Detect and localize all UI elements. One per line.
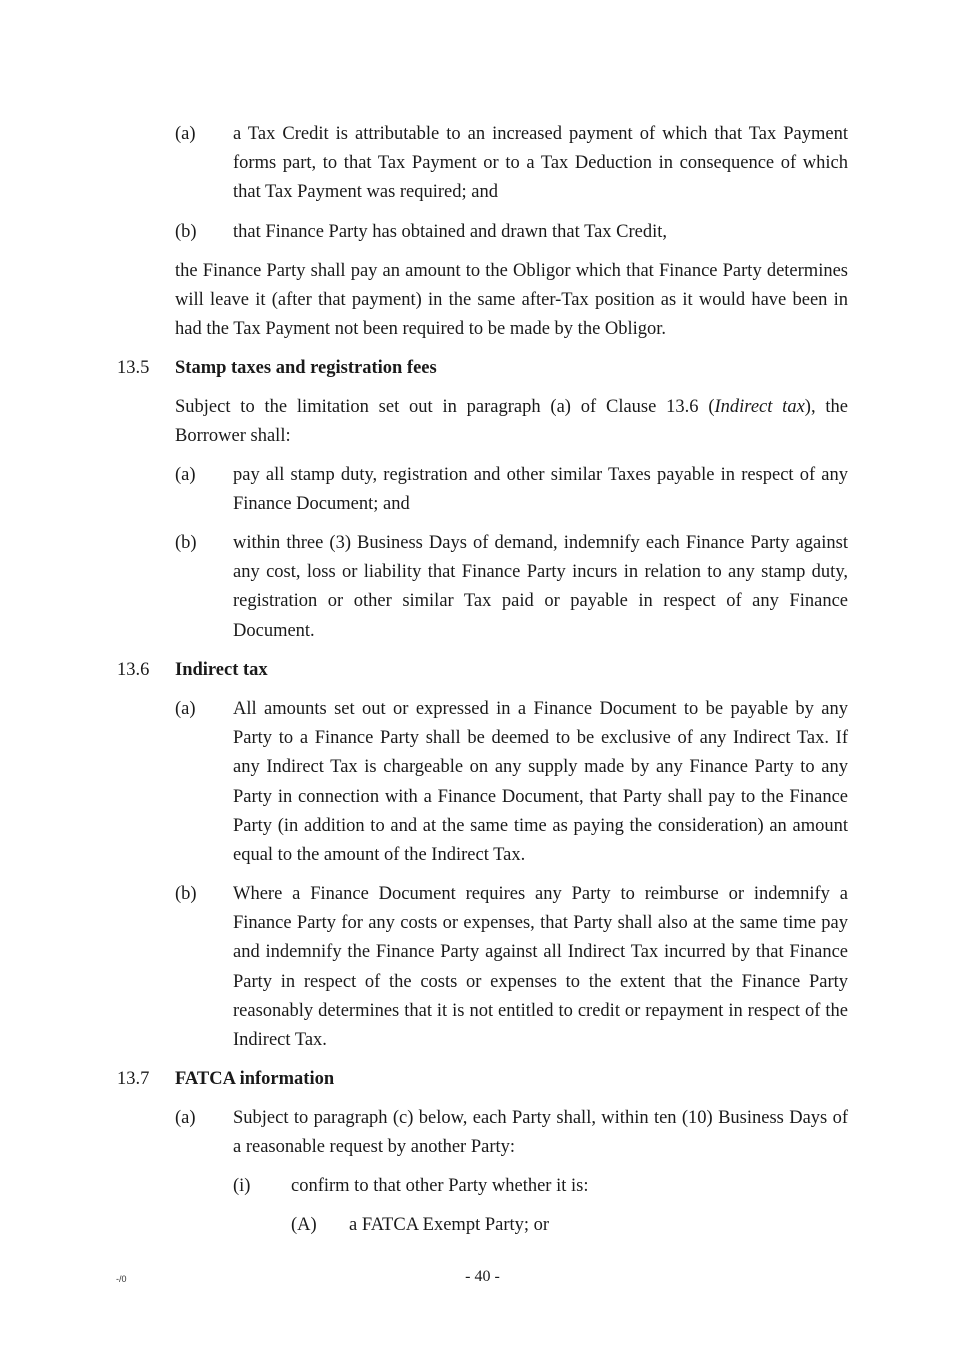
clause-number-13-7: 13.7	[117, 1069, 150, 1089]
item-label-13-7-a: (a)	[175, 1108, 196, 1128]
item-text-a: a Tax Credit is attributable to an increased payment of which that Tax Payment forms part, to that Tax Payment or to a Tax Deduction in consequence of which that Tax Payment was required; and	[233, 124, 848, 203]
intro-text-end: ), the Borrower shall:	[175, 397, 848, 447]
clause-number-13-5: 13.5	[117, 358, 150, 378]
clause-13-5-intro	[175, 393, 848, 451]
item-label-13-6-b: (b)	[175, 884, 197, 904]
item-text-13-5-b: within three (3) Business Days of demand, indemnify each Finance Party against any cost, loss or liability that Finance Party incurs in relation to any stamp duty, registration or other similar Tax paid or payable in respect of any Finance Document.	[233, 533, 848, 641]
item-text-b: that Finance Party has obtained and drawn that Tax Credit,	[233, 222, 668, 242]
closing-paragraph: the Finance Party shall pay an amount to the Obligor which that Finance Party determines will leave it (after that payment) in the same after-Tax position as it would have been in had the Tax Payment not been required to be made by the Obligor.	[175, 261, 848, 340]
intro-italic-ref: Indirect tax	[714, 397, 805, 417]
item-label-a: (a)	[175, 124, 196, 144]
clause-heading-13-5: Stamp taxes and registration fees	[175, 358, 437, 378]
item-label-13-6-a: (a)	[175, 699, 196, 719]
clause-heading-13-7: FATCA information	[175, 1069, 335, 1089]
footer-reference: -/0	[116, 1274, 127, 1284]
item-label-13-7-i: (i)	[233, 1176, 251, 1196]
page-number: - 40 -	[465, 1268, 500, 1285]
item-text-13-7-A: a FATCA Exempt Party; or	[349, 1215, 550, 1235]
item-text-13-7-i: confirm to that other Party whether it is:	[291, 1176, 589, 1196]
item-text-13-7-a: Subject to paragraph (c) below, each Party shall, within ten (10) Business Days of a reasonable request by another Party:	[233, 1108, 848, 1158]
item-text-13-6-b: Where a Finance Document requires any Party to reimburse or indemnify a Finance Party for any costs or expenses, that Party shall also at the same time pay and indemnify the Finance Party against all Indirect Tax incurred by that Finance Party in respect of the costs or expenses to the extent that the Finance Party reasonably determines that it is not entitled to credit or repayment in respect of the Indirect Tax.	[233, 884, 848, 1051]
clause-number-13-6: 13.6	[117, 660, 150, 680]
clause-heading-13-6: Indirect tax	[175, 660, 268, 680]
item-label-13-5-b: (b)	[175, 533, 197, 553]
item-label-b: (b)	[175, 222, 197, 242]
intro-text-start: Subject to the limitation set out in paragraph (a) of Clause 13.6 (	[175, 397, 715, 417]
item-text-13-6-a: All amounts set out or expressed in a Finance Document to be payable by any Party to a Finance Party shall be deemed to be exclusive of any Indirect Tax. If any Indirect Tax is chargeable on any supply made by any Finance Party to any Party in connection with a Finance Document, that Party shall pay to the Finance Party (in addition to and at the same time as paying the consideration) an amount equal to the amount of the Indirect Tax.	[233, 699, 848, 866]
item-label-13-7-A: (A)	[291, 1215, 317, 1235]
item-text-13-5-a: pay all stamp duty, registration and other similar Taxes payable in respect of any Finance Document; and	[233, 465, 848, 515]
item-label-13-5-a: (a)	[175, 465, 196, 485]
